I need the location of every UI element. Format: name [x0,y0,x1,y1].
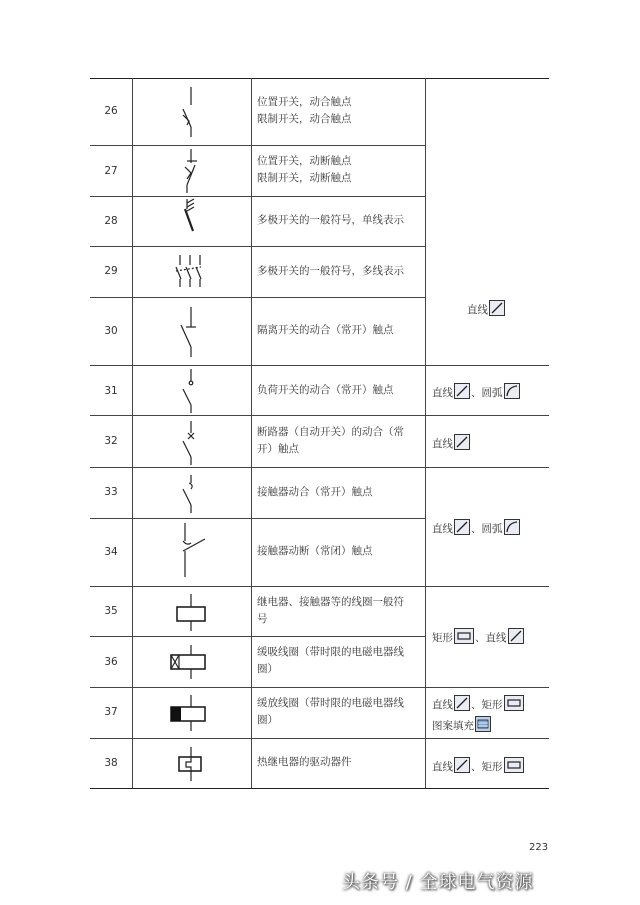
row-number: 28 [104,215,118,227]
description-line: 开）触点 [257,443,299,455]
row-description [257,94,422,128]
rectangle-tool-icon [504,757,524,773]
description-line: 位置开关，动断触点 [257,155,352,167]
arc-tool-icon [504,519,520,535]
row-number: 34 [104,546,118,558]
load-switch-no-symbol [183,369,193,413]
row-number: 32 [104,435,118,447]
line-tool-icon [454,519,470,535]
line-tool-icon [508,628,524,644]
row-description [257,754,422,771]
command-label-line: 直线 [432,699,453,711]
row-description [257,212,422,229]
description-line: 多极开关的一般符号，单线表示 [257,214,404,226]
command-label-line: 直线 [485,632,507,644]
watermark: 头条号 / 全球电气资源 [342,872,534,893]
line-tool-icon [454,383,470,399]
command-label-line: 直线 [432,523,453,535]
command-cell [467,300,506,318]
slow-operate-coil-symbol [171,645,205,679]
row-number: 35 [104,605,118,617]
column-divider [251,78,252,788]
separator: 、 [471,699,482,711]
row-description [257,424,422,458]
command-label-rect: 矩形 [481,699,503,711]
command-label-line: 直线 [432,387,453,399]
description-line: 位置开关，动合触点 [257,96,352,108]
contactor-nc-symbol [183,523,205,577]
multipole-switch-single-line-symbol [185,199,194,231]
description-line: 限制开关，动合触点 [257,113,352,125]
table-bottom-border [90,788,549,789]
column-divider [425,78,426,788]
row-number: 31 [104,385,118,397]
page-number: 223 [529,842,549,853]
row-number: 29 [104,265,118,277]
row-number: 26 [104,105,118,117]
description-line: 接触器动断（常闭）触点 [257,545,373,557]
line-tool-icon [454,757,470,773]
row-number: 33 [104,486,118,498]
separator: 、 [475,632,486,644]
command-label-fill: 图案填充 [432,720,474,732]
command-cell [432,383,521,401]
command-label-rect: 矩形 [481,761,503,773]
row-description [257,484,422,501]
command-label-arc: 圆弧 [481,523,503,535]
thermal-relay-driver-symbol [179,747,201,781]
contactor-no-symbol [183,475,192,513]
command-cell [432,519,521,537]
description-line: 号 [257,613,268,625]
description-line: 隔离开关的动合（常开）触点 [257,324,394,336]
description-line: 限制开关，动断触点 [257,172,352,184]
command-cell [432,695,525,734]
description-line: 负荷开关的动合（常开）触点 [257,384,394,396]
row-description [257,322,422,339]
multipole-switch-multi-line-symbol [176,255,201,287]
description-line: 接触器动合（常开）触点 [257,486,373,498]
slow-release-coil-symbol [171,695,205,731]
command-label-line: 直线 [432,438,453,450]
arc-tool-icon [504,383,520,399]
row-description [257,263,422,280]
position-switch-nc-symbol [185,149,197,193]
row-description [257,644,422,678]
description-line: 断路器（自动开关）的动合（常 [257,426,404,438]
separator: 、 [471,761,482,773]
description-line: 圈） [257,714,278,726]
position-switch-no-symbol [183,87,191,137]
command-label-rect: 矩形 [432,632,453,644]
description-line: 圈） [257,663,278,675]
rectangle-tool-icon [454,628,474,644]
relay-coil-symbol [177,594,205,631]
command-label-line: 直线 [467,304,488,316]
row-number: 36 [104,656,118,668]
hatch-fill-tool-icon [475,716,491,732]
separator: 、 [471,387,482,399]
command-cell [432,628,525,646]
command-cell [432,757,525,775]
description-line: 热继电器的驱动器件 [257,756,352,768]
row-description [257,594,422,628]
row-number: 27 [104,165,118,177]
description-line: 继电器、接触器等的线圈一般符 [257,596,404,608]
row-description [257,153,422,187]
line-tool-icon [454,695,470,711]
command-label-arc: 圆弧 [481,387,503,399]
rectangle-tool-icon [504,695,524,711]
row-description [257,382,422,399]
row-number: 38 [104,757,118,769]
command-line [432,716,525,734]
command-cell [432,434,471,452]
row-description [257,695,422,729]
row-description [257,543,422,560]
description-line: 多极开关的一般符号，多线表示 [257,265,404,277]
command-label-line: 直线 [432,761,453,773]
line-tool-icon [489,300,505,316]
row-number: 30 [104,325,118,337]
description-line: 缓放线圈（带时限的电磁电器线 [257,697,404,709]
circuit-breaker-no-symbol [183,421,194,465]
disconnector-no-symbol [181,307,196,357]
electrical-symbols-column [133,79,251,788]
row-number: 37 [104,706,118,718]
description-line: 缓吸线圈（带时限的电磁电器线 [257,646,404,658]
command-line [432,695,525,713]
separator: 、 [471,523,482,535]
line-tool-icon [454,434,470,450]
